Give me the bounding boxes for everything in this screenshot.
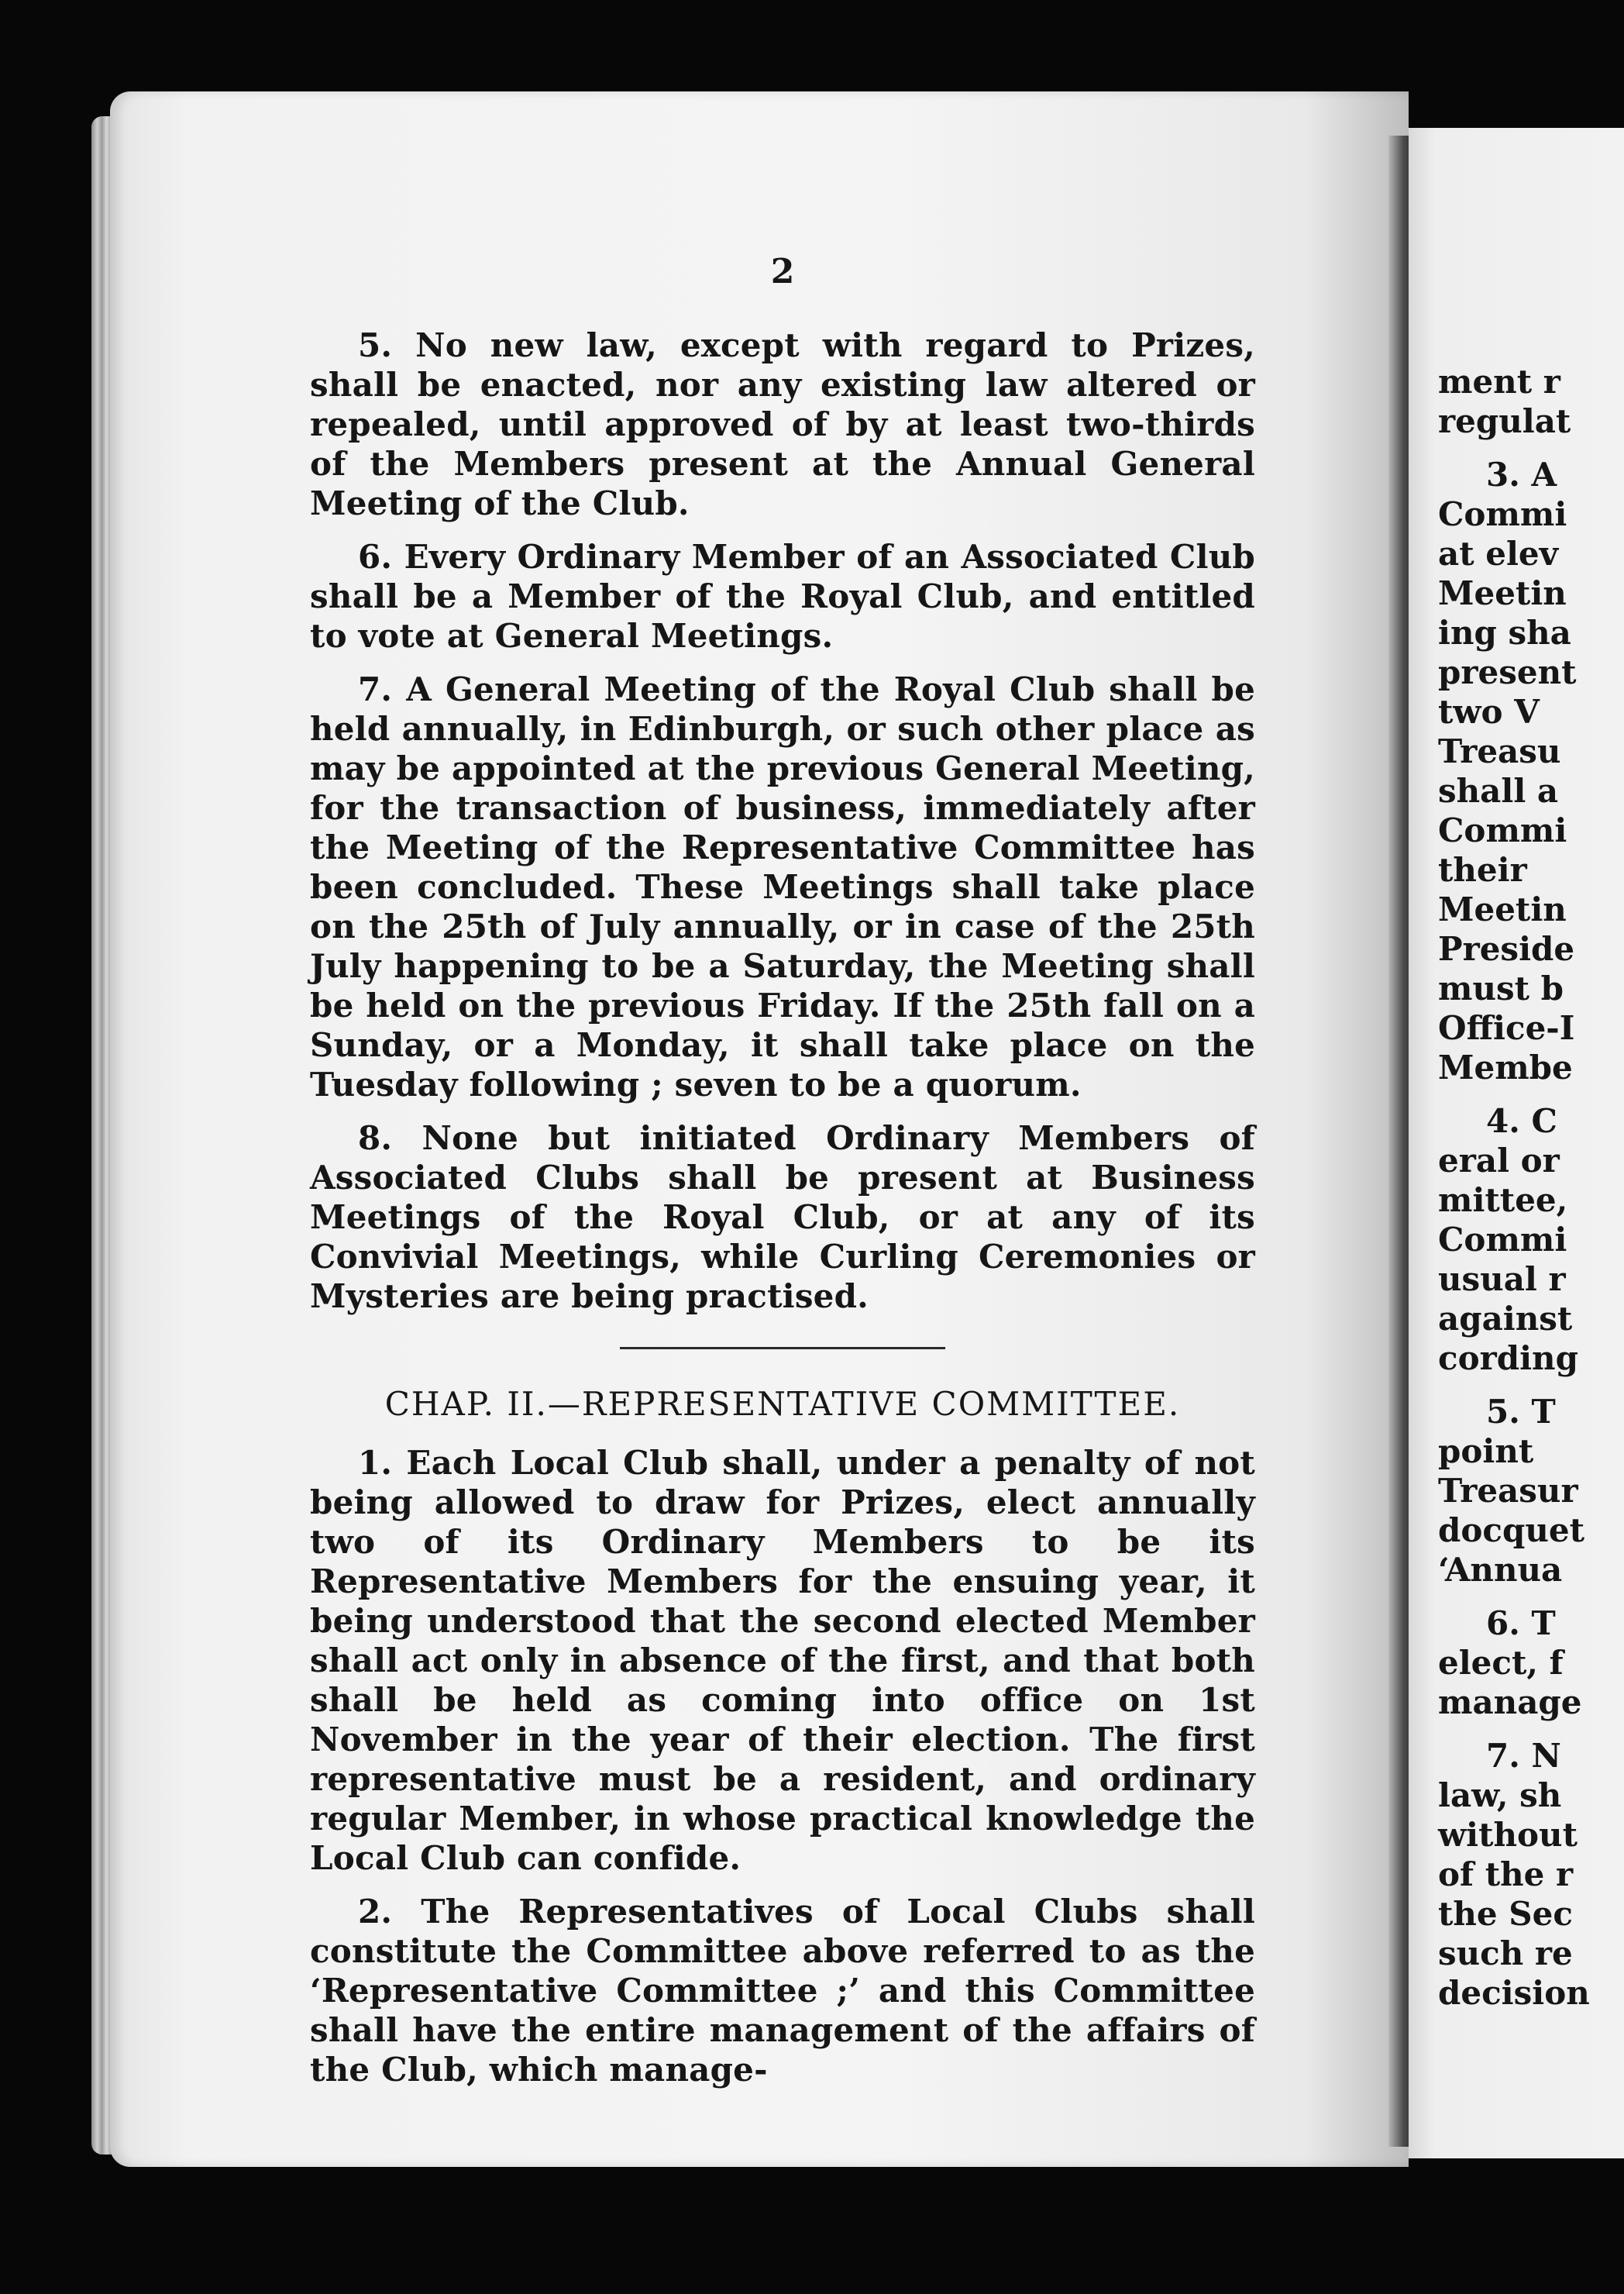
facing-page-line: Commi (1438, 495, 1567, 533)
facing-page-line: shall a (1438, 772, 1559, 810)
facing-page-line: ing sha (1438, 614, 1571, 652)
page-number: 2 (770, 252, 795, 291)
facing-page-line: present (1438, 653, 1577, 691)
paragraph-rule-8: 8. None but initiated Ordinary Members of Associated Clubs shall be present at Business Meetings of the Royal Club, or at any of its Convivial Meetings, while Curling Ceremonies or Mysteries are being practised. (310, 1119, 1255, 1315)
facing-page-line: their (1438, 851, 1527, 889)
facing-page-line: usual r (1438, 1260, 1566, 1298)
facing-page-line: regulat (1438, 402, 1571, 440)
facing-page-line: cording (1438, 1339, 1578, 1377)
facing-page-line: against (1438, 1300, 1573, 1338)
facing-page-line: ‘Annua (1438, 1551, 1563, 1589)
facing-page-line: without (1438, 1816, 1578, 1854)
facing-page-line: Treasu (1438, 732, 1561, 770)
facing-page-line: at elev (1438, 535, 1559, 573)
facing-page-line: 7. N (1486, 1737, 1561, 1775)
facing-page-gap (1415, 1590, 1624, 1603)
facing-page-line: mittee, (1438, 1181, 1568, 1219)
facing-page-line: 4. C (1486, 1102, 1557, 1140)
facing-page-line: Commi (1438, 1221, 1567, 1259)
facing-page-line: Commi (1438, 811, 1567, 849)
facing-page-line: Membe (1438, 1049, 1573, 1087)
facing-page-line: manage (1438, 1683, 1582, 1721)
facing-page-line: 3. A (1486, 456, 1557, 494)
facing-page-line: 5. T (1486, 1393, 1556, 1431)
facing-page-line: eral or (1438, 1142, 1560, 1180)
section-divider (620, 1347, 945, 1349)
chapter-heading: CHAP. II.—REPRESENTATIVE COMMITTEE. (384, 1385, 1181, 1423)
facing-page-text (1415, 362, 1624, 2013)
left-page-text (310, 252, 1255, 2103)
facing-page-gap (1415, 1722, 1624, 1736)
facing-page (1409, 128, 1624, 2158)
facing-page-line: point (1438, 1432, 1534, 1470)
facing-page-line: Treasur (1438, 1472, 1578, 1510)
paragraph-chap2-rule-1: 1. Each Local Club shall, under a penalty of not being allowed to draw for Prizes, elect annually two of its Ordinary Members to be its Representative Members for the ensuing year, it being understood that the second elected Member shall act only in absence of the first, and that both shall be held as coming into office on 1st November in the year of their election. The first representative must be a resident, and ordinary regular Member, in whose practical knowledge the Local Club can confide. (310, 1444, 1255, 1877)
facing-page-line: must b (1438, 970, 1564, 1008)
facing-page-line: docquet (1438, 1511, 1584, 1549)
facing-page-line: Meetin (1438, 574, 1567, 612)
facing-page-line: Meetin (1438, 890, 1567, 928)
paragraph-rule-7: 7. A General Meeting of the Royal Club shall be held annually, in Edinburgh, or such other place as may be appointed at the previous General Meeting, for the transaction of business, immediately after the Meeting of the Representative Committee has been concluded. These Meetings shall take place on the 25th of July annually, or in case of the 25th July happening to be a Saturday, the Meeting shall be held on the previous Friday. If the 25th fall on a Sunday, or a Monday, it shall take place on the Tuesday following ; seven to be a quorum. (310, 670, 1255, 1104)
facing-page-gap (1415, 441, 1624, 455)
facing-page-line: 6. T (1486, 1604, 1556, 1642)
paragraph-rule-5: 5. No new law, except with regard to Prizes, shall be enacted, nor any existing law altered or repealed, until approved of by at least two-thirds of the Members present at the Annual General Meeting of the Club. (310, 326, 1255, 522)
facing-page-line: two V (1438, 693, 1540, 731)
facing-page-line: of the r (1438, 1855, 1574, 1893)
facing-page-line: decision (1438, 1974, 1590, 2012)
paragraph-chap2-rule-2: 2. The Representatives of Local Clubs shall constitute the Committee above referred to as the ‘Representative Committee ;’ and this Committee shall have the entire management of the affairs of the Club, which manage- (310, 1893, 1255, 2089)
facing-page-gap (1415, 1378, 1624, 1392)
facing-page-line: such re (1438, 1934, 1573, 1972)
paragraph-rule-6: 6. Every Ordinary Member of an Associated Club shall be a Member of the Royal Club, and entitled to vote at General Meetings. (310, 538, 1255, 655)
facing-page-line: the Sec (1438, 1895, 1573, 1933)
facing-page-line: elect, f (1438, 1644, 1564, 1682)
facing-page-line: Office-I (1438, 1009, 1575, 1047)
facing-page-line: law, sh (1438, 1776, 1562, 1814)
facing-page-line: ment r (1438, 363, 1560, 401)
facing-page-gap (1415, 1087, 1624, 1101)
facing-page-line: Preside (1438, 930, 1575, 968)
